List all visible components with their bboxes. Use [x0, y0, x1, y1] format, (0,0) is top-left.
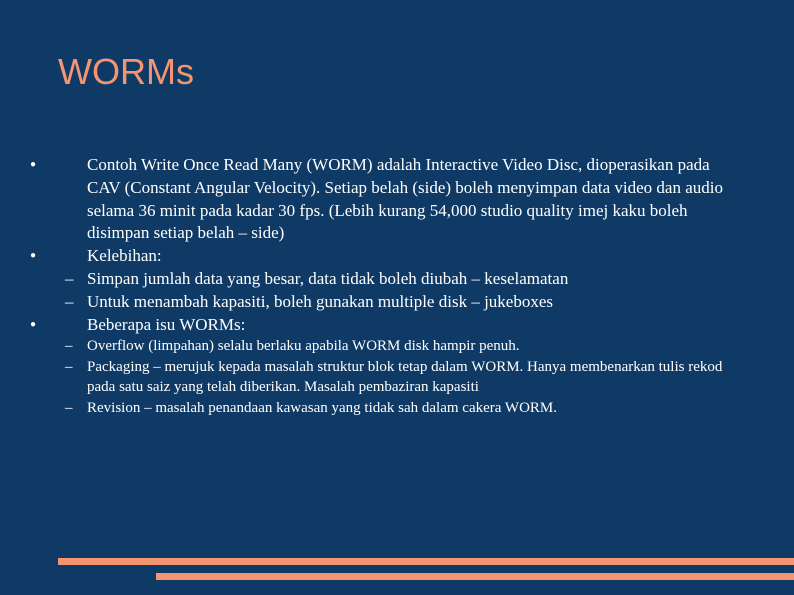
slide-body	[30, 154, 730, 418]
sub-text: Overflow (limpahan) selalu berlaku apabila WORM disk hampir penuh.	[87, 338, 520, 355]
sub-item-packaging	[30, 357, 730, 398]
bullet-icon: ●	[30, 250, 37, 262]
dash-icon: –	[65, 338, 73, 355]
sub-text: Simpan jumlah data yang besar, data tidak boleh diubah – keselamatan	[87, 268, 569, 288]
sub-item-kelebihan-2	[30, 291, 730, 314]
accent-bar-bottom	[156, 573, 794, 580]
bullet-text: Contoh Write Once Read Many (WORM) adalah Interactive Video Disc, dioperasikan pada CAV (Constant Angular Velocity). Setiap belah (side) boleh menyimpan data video dan audio selama 36 minit pada kadar 30 fps. (Lebih kurang 54,000 studio quality imej kaku boleh disimpan setiap belah – side)	[87, 155, 723, 243]
slide-title: WORMs	[58, 51, 194, 92]
sub-text: Packaging – merujuk kepada masalah struktur blok tetap dalam WORM. Hanya membenarkan tulis rekod pada satu saiz yang telah diberikan. Masalah pembaziran kapasiti	[87, 358, 723, 396]
bullet-item-kelebihan	[30, 245, 730, 268]
bullet-item-isu-worms	[30, 314, 730, 337]
sub-item-revision	[30, 398, 730, 419]
bullet-text: Kelebihan:	[87, 246, 162, 266]
dash-icon: –	[65, 291, 74, 311]
bullet-item-worm-example	[30, 154, 730, 245]
dash-icon: –	[65, 399, 73, 416]
sub-text: Untuk menambah kapasiti, boleh gunakan multiple disk – jukeboxes	[87, 291, 553, 311]
dash-icon: –	[65, 358, 73, 375]
dash-icon: –	[65, 268, 74, 288]
bullet-icon: ●	[30, 318, 37, 330]
sub-text: Revision – masalah penandaan kawasan yang tidak sah dalam cakera WORM.	[87, 399, 557, 416]
bullet-text: Beberapa isu WORMs:	[87, 314, 246, 334]
sub-item-overflow	[30, 336, 730, 357]
bullet-icon: ●	[30, 159, 37, 170]
accent-bar-top	[58, 558, 794, 565]
sub-item-kelebihan-1	[30, 268, 730, 291]
